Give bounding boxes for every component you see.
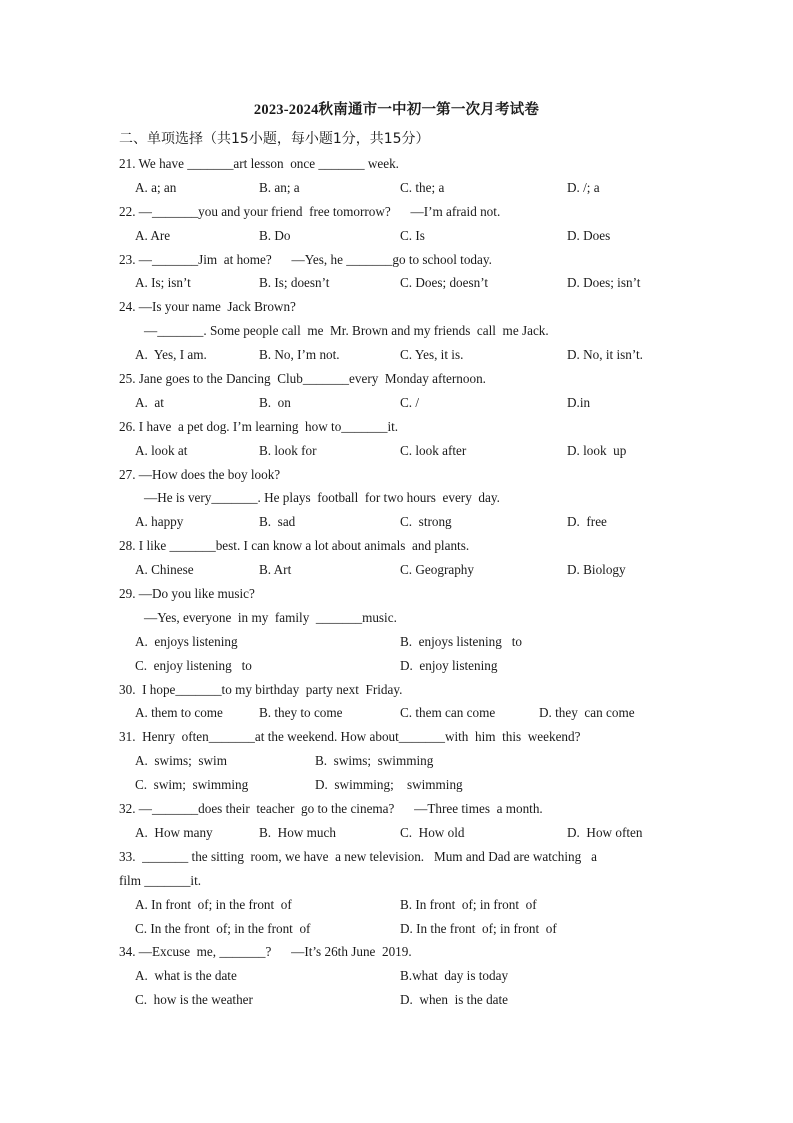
- option-b: B.what day is today: [400, 968, 509, 984]
- question-stem: 32. —_______does their teacher go to the cinema? —Three times a month.: [119, 801, 543, 817]
- option-a: A. Are: [135, 227, 171, 243]
- option-a: A. Is; isn’t: [135, 275, 191, 291]
- option-d: D. /; a: [567, 179, 600, 195]
- option-c: C. enjoy listening to: [135, 657, 252, 673]
- option-a: A. Yes, I am.: [135, 347, 207, 363]
- option-c: C. the; a: [400, 179, 445, 195]
- option-d: D. Does: [567, 227, 611, 243]
- option-c: C. In the front of; in the front of: [135, 920, 311, 936]
- question-stem: 27. —How does the boy look?: [119, 466, 281, 482]
- option-c: C. strong: [400, 514, 452, 530]
- options-row: [119, 773, 679, 797]
- option-c: C. Yes, it is.: [400, 347, 464, 363]
- question-stem: 25. Jane goes to the Dancing Club_______every Monday afternoon.: [119, 371, 486, 387]
- options-row: [119, 176, 679, 200]
- option-c: C. /: [400, 394, 420, 410]
- options-row: [119, 558, 679, 582]
- options-row: [119, 510, 679, 534]
- question-stem: 24. —Is your name Jack Brown?: [119, 299, 296, 315]
- question-list: [119, 152, 679, 1012]
- option-c: C. swim; swimming: [135, 777, 249, 793]
- option-a: A. swims; swim: [135, 753, 227, 769]
- option-a: A. look at: [135, 442, 188, 458]
- option-b: B. No, I’m not.: [259, 347, 340, 363]
- question-stem: 22. —_______you and your friend free tomorrow? —I’m afraid not.: [119, 203, 501, 219]
- question-stem: 34. —Excuse me, _______? —It’s 26th June 2019.: [119, 944, 412, 960]
- option-a: A. How many: [135, 824, 213, 840]
- options-row: [119, 343, 679, 367]
- options-row: [119, 271, 679, 295]
- options-row: [119, 630, 679, 654]
- option-b: B. Is; doesn’t: [259, 275, 330, 291]
- option-c: C. Geography: [400, 562, 474, 578]
- question-stem: 23. —_______Jim at home? —Yes, he _______go to school today.: [119, 251, 492, 267]
- option-d: D. No, it isn’t.: [567, 347, 643, 363]
- option-d: D. Does; isn’t: [567, 275, 641, 291]
- question-stem: 29. —Do you like music?: [119, 586, 255, 602]
- option-d: D. when is the date: [400, 992, 509, 1008]
- section-heading: 二、单项选择（共15小题，每小题1分，共15分）: [119, 131, 430, 147]
- question-stem-continued: film _______it.: [119, 872, 202, 888]
- question-stem: 26. I have a pet dog. I’m learning how to_______it.: [119, 418, 399, 434]
- options-row: [119, 654, 679, 678]
- question-stem: 28. I like _______best. I can know a lot about animals and plants.: [119, 538, 470, 554]
- option-a: A. enjoys listening: [135, 633, 238, 649]
- question-stem-continued: —He is very_______. He plays football for two hours every day.: [144, 490, 500, 506]
- option-d: D. swimming; swimming: [315, 777, 463, 793]
- option-c: C. look after: [400, 442, 467, 458]
- option-c: C. Does; doesn’t: [400, 275, 489, 291]
- option-b: B. they to come: [259, 705, 343, 721]
- option-d: D. How often: [567, 824, 643, 840]
- options-row: [119, 821, 679, 845]
- question-stem-continued: —Yes, everyone in my family _______music.: [144, 609, 397, 625]
- option-b: B. an; a: [259, 179, 300, 195]
- option-d: D.in: [567, 394, 591, 410]
- options-row: [119, 749, 679, 773]
- option-c: C. them can come: [400, 705, 496, 721]
- question-stem: 33. _______ the sitting room, we have a new television. Mum and Dad are watching a: [119, 848, 597, 864]
- question-stem: 21. We have _______art lesson once _______ week.: [119, 156, 399, 171]
- options-row: [119, 893, 679, 917]
- option-b: B. How much: [259, 824, 336, 840]
- option-d: D. In the front of; in front of: [400, 920, 557, 936]
- option-a: A. happy: [135, 514, 184, 530]
- option-b: B. sad: [259, 514, 296, 530]
- options-row: [119, 439, 679, 463]
- option-c: C. Is: [400, 227, 425, 243]
- options-row: [119, 917, 679, 941]
- option-a: A. a; an: [135, 179, 177, 195]
- question-stem: 31. Henry often_______at the weekend. How about_______with him this weekend?: [119, 729, 581, 745]
- option-d: D. look up: [567, 442, 627, 458]
- option-b: B. look for: [259, 442, 317, 458]
- option-c: C. How old: [400, 824, 465, 840]
- option-a: A. Chinese: [135, 562, 194, 578]
- option-a: A. them to come: [135, 705, 223, 721]
- exam-title: 2023-2024秋南通市一中初一第一次月考试卷: [253, 102, 540, 118]
- options-row: [119, 224, 679, 248]
- options-row: [119, 964, 679, 988]
- option-a: A. at: [135, 394, 164, 410]
- option-b: B. Art: [259, 562, 292, 578]
- option-b: B. enjoys listening to: [400, 633, 522, 649]
- options-row: [119, 701, 679, 725]
- option-b: B. on: [259, 394, 291, 410]
- option-d: D. they can come: [539, 705, 635, 721]
- option-a: A. In front of; in the front of: [135, 896, 292, 912]
- options-row: [119, 391, 679, 415]
- option-b: B. In front of; in front of: [400, 896, 537, 912]
- question-stem: 30. I hope_______to my birthday party next Friday.: [119, 681, 403, 697]
- option-d: D. Biology: [567, 562, 626, 578]
- options-row: [119, 988, 679, 1012]
- option-d: D. enjoy listening: [400, 657, 498, 673]
- option-b: B. Do: [259, 227, 291, 243]
- option-c: C. how is the weather: [135, 992, 253, 1008]
- question-stem-continued: —_______. Some people call me Mr. Brown and my friends call me Jack.: [144, 323, 549, 339]
- option-d: D. free: [567, 514, 607, 530]
- option-b: B. swims; swimming: [315, 753, 434, 769]
- option-a: A. what is the date: [135, 968, 237, 984]
